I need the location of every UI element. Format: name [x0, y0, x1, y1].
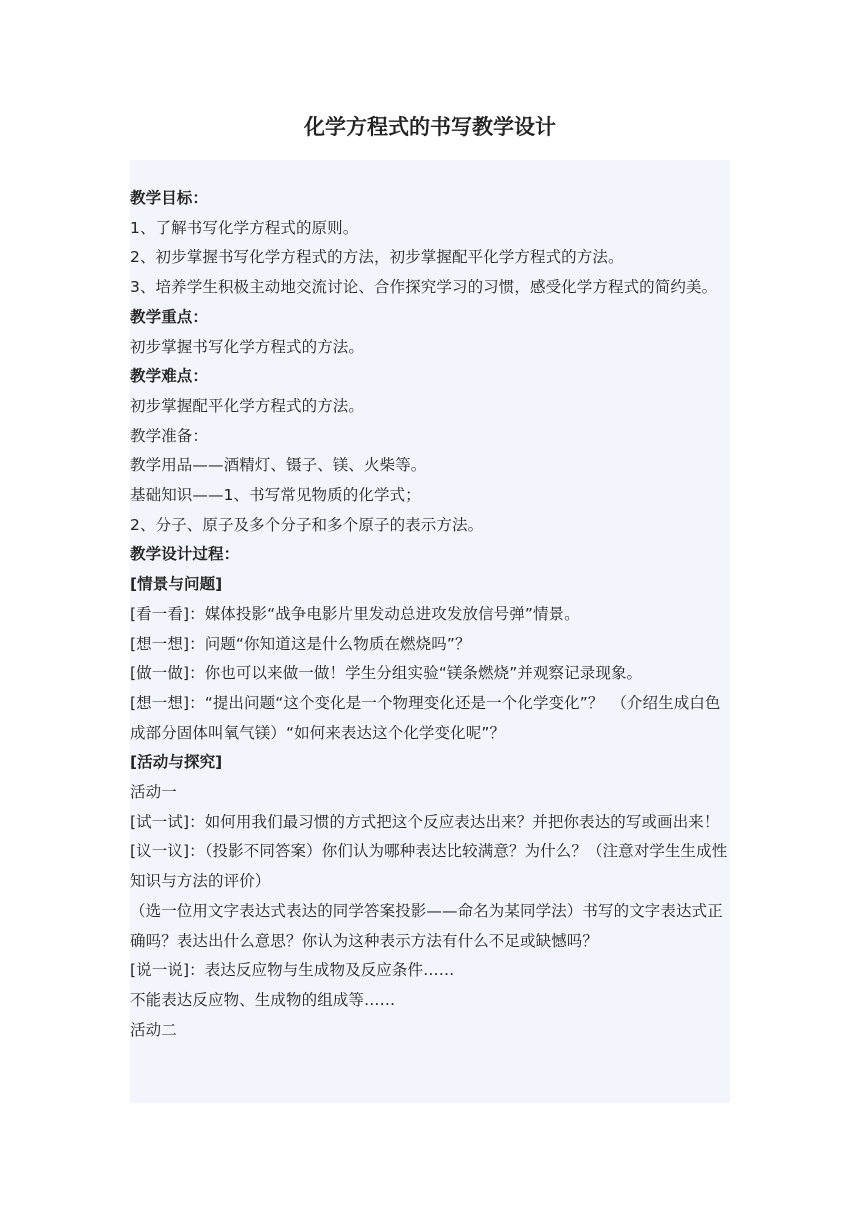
step-do: [做一做]：你也可以来做一做！学生分组实验“镁条燃烧”并观察记录现象。 — [130, 664, 643, 683]
heading-design-process: 教学设计过程： — [130, 545, 240, 564]
heading-difficulties: 教学难点： — [130, 367, 209, 386]
goal-item-2: 2、初步掌握书写化学方程式的方法，初步掌握配平化学方程式的方法。 — [130, 248, 624, 267]
key-points-text: 初步掌握书写化学方程式的方法。 — [130, 337, 365, 356]
section-activity-exploration: [活动与探究] — [130, 753, 223, 772]
heading-teaching-goals: 教学目标： — [130, 189, 209, 207]
section-scenario: [情景与问题] — [130, 575, 223, 594]
step-think-2: [想一想]：“提出问题“这个变化是一个物理变化还是一个化学变化”？ （介绍生成白色成部分固体叫氧气镁）“如何来表达这个化学变化呢”？ — [130, 693, 721, 742]
activity-one-label: 活动一 — [130, 783, 177, 802]
heading-preparation: 教学准备： — [130, 426, 209, 445]
discussion-followup: （选一位用文字表达式表达的同学答案投影——命名为某同学法）书写的文字表达式正确吗？表达出什么意思？你认为这种表示方法有什么不足或缺憾吗？ — [130, 901, 723, 950]
goal-item-3: 3、培养学生积极主动地交流讨论、合作探究学习的习惯，感受化学方程式的简约美。 — [130, 278, 718, 297]
preparation-knowledge-1: 基础知识——1、书写常见物质的化学式； — [130, 486, 421, 505]
step-say: [说一说]：表达反应物与生成物及反应条件…… — [130, 961, 455, 980]
document-body — [130, 160, 730, 1103]
preparation-knowledge-2: 2、分子、原子及多个分子和多个原子的表示方法。 — [130, 515, 484, 534]
step-try: [试一试]：如何用我们最习惯的方式把这个反应表达出来？并把你表达的写或画出来！ — [130, 812, 720, 831]
say-followup: 不能表达反应物、生成物的组成等…… — [130, 990, 396, 1009]
preparation-supplies: 教学用品——酒精灯、镊子、镁、火柴等。 — [130, 456, 427, 475]
goal-item-1: 1、了解书写化学方程式的原则。 — [130, 218, 359, 237]
heading-key-points: 教学重点： — [130, 307, 209, 326]
step-discuss: [议一议]：（投影不同答案）你们认为哪种表达比较满意？为什么？（注意对学生生成性知识与方法的评价） — [130, 842, 728, 891]
document-title: 化学方程式的书写教学设计 — [304, 115, 556, 139]
difficulties-text: 初步掌握配平化学方程式的方法。 — [130, 396, 365, 415]
step-think-1: [想一想]：问题“你知道这是什么物质在燃烧吗”？ — [130, 634, 471, 653]
step-look: [看一看]：媒体投影“战争电影片里发动总进攻发放信号弹”情景。 — [130, 604, 580, 623]
activity-two-label: 活动二 — [130, 1020, 177, 1039]
